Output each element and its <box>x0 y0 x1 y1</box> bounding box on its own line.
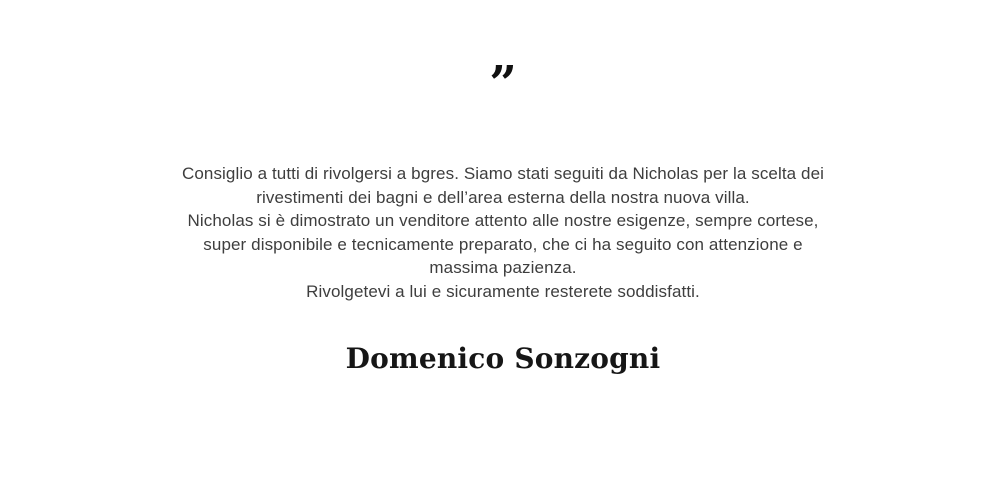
testimonial-line: Rivolgetevi a lui e sicuramente resterete soddisfatti. <box>306 281 700 301</box>
quote-icon: ” <box>489 56 517 112</box>
testimonial-line: Nicholas si è dimostrato un venditore attento alle nostre esigenze, sempre cortese, <box>187 211 819 230</box>
testimonial-text <box>113 162 893 303</box>
testimonial-line: super disponibile e tecnicamente preparato, che ci ha seguito con attenzione e <box>203 234 803 254</box>
testimonial-line: Consiglio a tutti di rivolgersi a bgres. Siamo stati seguiti da Nicholas per la scelta dei <box>181 164 825 183</box>
testimonial-line: massima pazienza. <box>429 258 577 277</box>
testimonial-line: rivestimenti dei bagni e dell’area esterna della nostra nuova villa. <box>256 187 750 207</box>
author-name: Domenico Sonzogni <box>345 342 661 375</box>
